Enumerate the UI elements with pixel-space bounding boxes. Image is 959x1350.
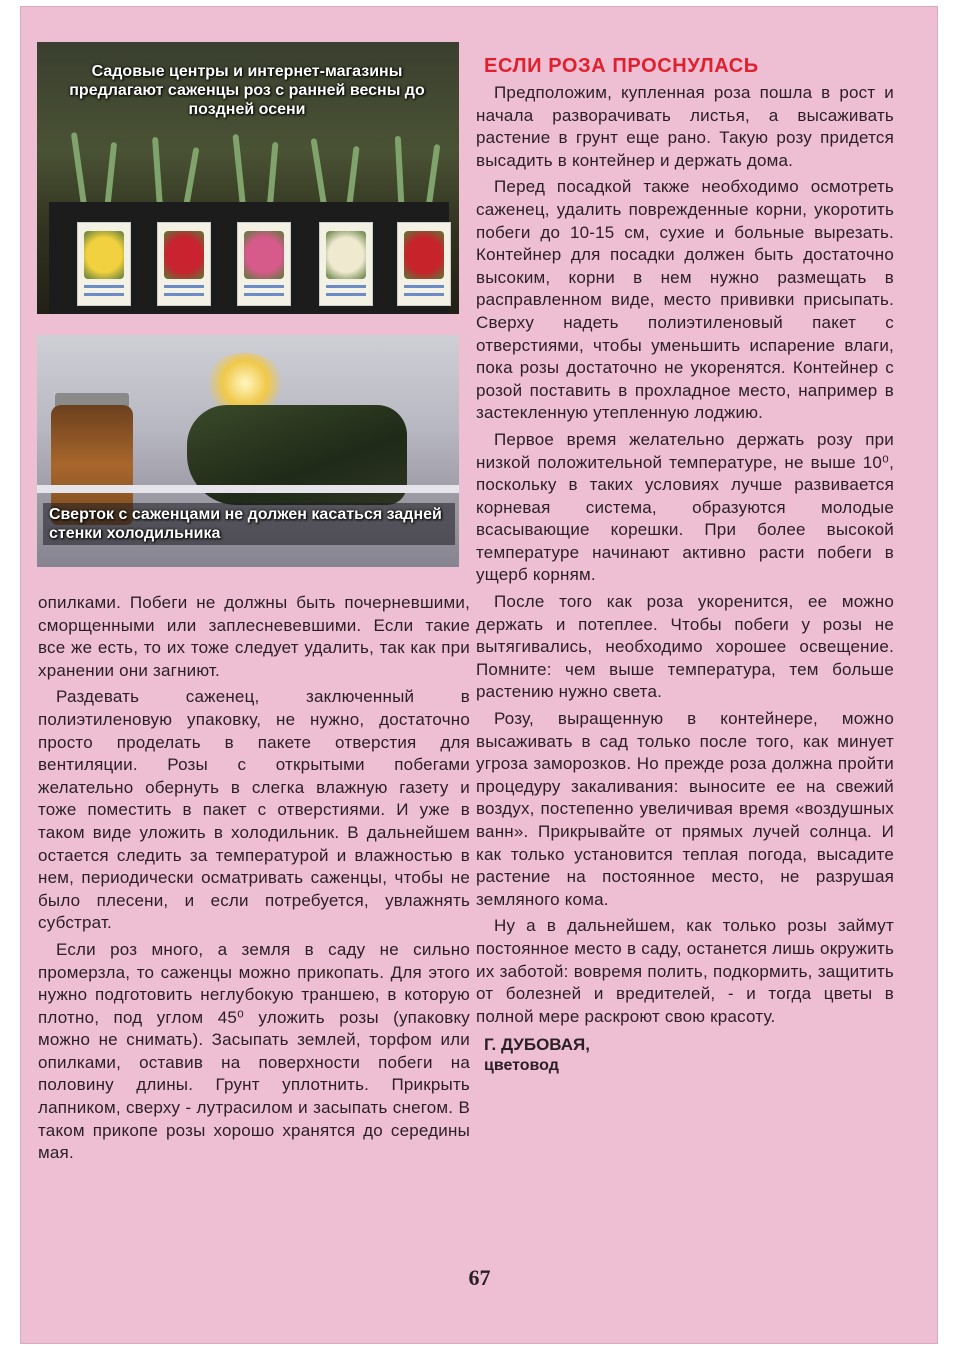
- author-name: Г. ДУБОВАЯ,: [484, 1035, 590, 1055]
- paragraph: Раздевать саженец, заключенный в полиэтиленовую упаковку, не нужно, достаточно просто проделать в пакете отверстия для вентиляции. Розы с открытыми побегами желательно обернуть в слегка влажную газету и тоже поместить в пакет с отверстиями. И уже в таком виде уложить в холодильник. В дальнейшем остается следить за температурой и влажностью в нем, периодически осматривать саженцы, чтобы не было плесени, и если потребуется, увлажнять субстрат.: [38, 687, 470, 933]
- left-text-column: [38, 592, 470, 1169]
- plant-label-card: [397, 222, 451, 306]
- paragraph: опилками. Побеги не должны быть почерневшими, сморщенными или заплесневевшими. Если такие все же есть, то их тоже следует удалить, так как при хранении они загниют.: [38, 593, 470, 680]
- paragraph: Предположим, купленная роза пошла в рост и начала разворачивать листья, а высаживать растение в грунт еще рано. Такую розу придется высадить в контейнер и держать дома.: [476, 83, 894, 170]
- bottom-photo-caption: Сверток с саженцами не должен касаться задней стенки холодильника: [43, 503, 455, 545]
- paragraph: Первое время желательно держать розу при низкой положительной температуре, не выше 10⁰, поскольку в таких условиях лучше развивается корневая система, образуются молодые всасывающие корешки. При более высокой температуре начинают активно расти побеги в ущерб корням.: [476, 429, 894, 585]
- author-signature: [484, 1034, 894, 1076]
- plant-label-card: [237, 222, 291, 306]
- fridge-lamp: [205, 353, 285, 413]
- rose-seedlings-photo: [37, 42, 459, 314]
- paragraph: Розу, выращенную в контейнере, можно высаживать в сад только после того, как минует угроза заморозков. Но прежде роза должна пройти процедуру закаливания: выносите ее на свежий воздух, постепенно увеличивая время «воздушных ванн». Прикрывайте от прямых лучей солнца. И как только установится теплая погода, высадите растение на постоянное место, не разрушая земляного кома.: [476, 709, 894, 909]
- author-role: цветовод: [484, 1057, 559, 1075]
- refrigerator-photo: [37, 335, 459, 567]
- section-heading: ЕСЛИ РОЗА ПРОСНУЛАСЬ: [484, 55, 759, 77]
- paragraph: После того как роза укоренится, ее можно держать и потеплее. Чтобы побеги у розы не вытягивались, необходимо хорошее освещение. Помните: чем выше температура, тем больше растению нужно света.: [476, 592, 894, 702]
- right-text-column: [476, 54, 894, 1076]
- paragraph: Ну а в дальнейшем, как только розы займут постоянное место в саду, останется лишь окружить их заботой: вовремя полить, подкормить, защитить от болезней и вредителей, - и тогда цветы в полной мере раскроют свою красоту.: [476, 916, 894, 1026]
- top-photo-caption: Садовые центры и интернет-магазины предлагают саженцы роз с ранней весны до поздней осени: [69, 63, 425, 118]
- page-number: 67: [468, 1265, 491, 1290]
- plant-label-card: [77, 222, 131, 306]
- plant-label-card: [319, 222, 373, 306]
- paragraph: Если роз много, а земля в саду не сильно промерзла, то саженцы можно прикопать. Для этого нужно подготовить неглубокую траншею, в которую плотно, под углом 45⁰ уложить розы (упаковку можно не снимать). Засыпать землей, торфом или опилками, оставив на поверхности побеги на половину длины. Грунт уплотнить. Прикрыть лапником, сверху - лутрасилом и засыпать снегом. В таком прикопе розы хорошо хранятся до середины мая.: [38, 939, 470, 1163]
- paragraph: Перед посадкой также необходимо осмотреть саженец, удалить поврежденные корни, укоротить побеги до 10-15 см, сухие и больные вырезать. Контейнер для посадки должен быть достаточно высоким, корни в нем нужно размещать в расправленном виде, место прививки присыпать. Сверху надеть полиэтиленовый пакет с отверстиями, чтобы уменьшить испарение влаги, пока розы достаточно не укоренятся. Контейнер с розой поставить в прохладное место, например в застекленную утепленную лоджию.: [476, 177, 894, 423]
- fridge-shelf: [37, 485, 459, 493]
- plant-label-card: [157, 222, 211, 306]
